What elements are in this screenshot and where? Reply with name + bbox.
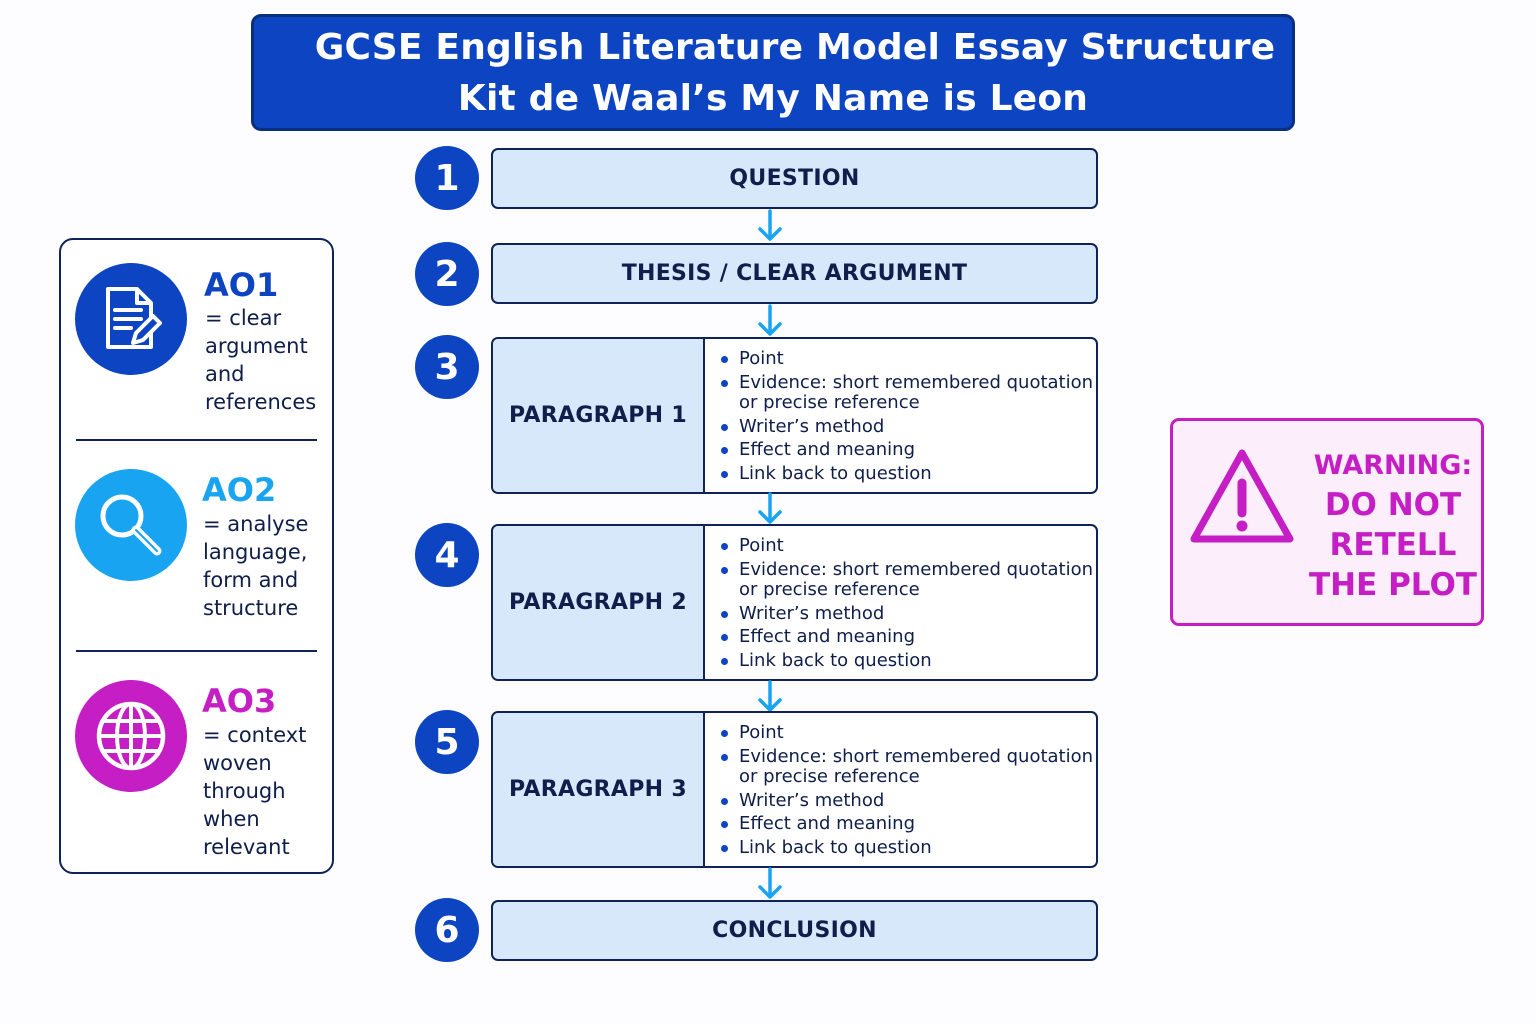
paragraph-1-label: PARAGRAPH 1 bbox=[493, 339, 705, 492]
step-question: QUESTION bbox=[491, 148, 1098, 209]
paragraph-3-label: PARAGRAPH 3 bbox=[493, 713, 705, 866]
step-number-4: 4 bbox=[415, 523, 479, 587]
warning-text bbox=[1303, 447, 1483, 605]
step-number-3: 3 bbox=[415, 335, 479, 399]
down-arrow-icon bbox=[755, 867, 785, 901]
ao3-description: = context woven through when relevant bbox=[203, 723, 307, 859]
step-thesis: THESIS / CLEAR ARGUMENT bbox=[491, 243, 1098, 304]
paragraph-2-points bbox=[717, 534, 1093, 672]
warning-box bbox=[1170, 418, 1484, 626]
title-line-2: Kit de Waal’s My Name is Leon bbox=[457, 77, 1089, 119]
paragraph-3-points bbox=[717, 721, 1093, 859]
list-item: Point bbox=[717, 721, 1093, 745]
ao1-code: AO1 bbox=[204, 266, 279, 304]
ao2-code: AO2 bbox=[202, 471, 277, 509]
list-item: or precise reference bbox=[739, 766, 920, 787]
list-item: Writer’s method bbox=[717, 789, 1093, 813]
assessment-objectives-panel bbox=[59, 238, 334, 874]
down-arrow-icon bbox=[755, 680, 785, 714]
list-item: Point bbox=[717, 347, 1093, 371]
list-item: Effect and meaning bbox=[717, 812, 1093, 836]
magnifying-glass-icon bbox=[75, 469, 187, 581]
step-number-6: 6 bbox=[415, 898, 479, 962]
step-paragraph-2 bbox=[491, 524, 1098, 681]
step-number-5: 5 bbox=[415, 710, 479, 774]
title-banner bbox=[251, 14, 1295, 131]
down-arrow-icon bbox=[755, 304, 785, 338]
down-arrow-icon bbox=[755, 209, 785, 243]
list-item: Writer’s method bbox=[717, 602, 1093, 626]
list-item: or precise reference bbox=[739, 392, 920, 413]
list-item: Link back to question bbox=[717, 649, 1093, 673]
paragraph-2-label: PARAGRAPH 2 bbox=[493, 526, 705, 679]
step-conclusion: CONCLUSION bbox=[491, 900, 1098, 961]
step-paragraph-1 bbox=[491, 337, 1098, 494]
ao2-description: = analyse language, form and structure bbox=[203, 512, 309, 620]
list-item: Effect and meaning bbox=[717, 438, 1093, 462]
list-item: Evidence: short remembered quotation bbox=[717, 558, 1093, 582]
warning-triangle-icon bbox=[1188, 445, 1296, 551]
list-item: Effect and meaning bbox=[717, 625, 1093, 649]
document-pen-icon bbox=[75, 263, 187, 375]
warning-message-line: THE PLOT bbox=[1309, 567, 1477, 603]
step-number-1: 1 bbox=[415, 146, 479, 210]
globe-icon bbox=[75, 680, 187, 792]
list-item: Link back to question bbox=[717, 462, 1093, 486]
list-item: or precise reference bbox=[739, 579, 920, 600]
divider bbox=[76, 439, 317, 441]
warning-message-line: DO NOT bbox=[1324, 487, 1462, 523]
divider bbox=[76, 650, 317, 652]
list-item: Writer’s method bbox=[717, 415, 1093, 439]
list-item: Evidence: short remembered quotation bbox=[717, 371, 1093, 395]
warning-message-line: RETELL bbox=[1329, 527, 1457, 563]
ao3-code: AO3 bbox=[202, 682, 277, 720]
list-item: Evidence: short remembered quotation bbox=[717, 745, 1093, 769]
title-line-1: GCSE English Literature Model Essay Structure bbox=[314, 26, 1276, 68]
list-item: Link back to question bbox=[717, 836, 1093, 860]
ao1-description: = clear argument and references bbox=[205, 306, 317, 414]
down-arrow-icon bbox=[755, 492, 785, 526]
step-paragraph-3 bbox=[491, 711, 1098, 868]
list-item: Point bbox=[717, 534, 1093, 558]
step-number-2: 2 bbox=[415, 242, 479, 306]
paragraph-1-points bbox=[717, 347, 1093, 485]
warning-label: WARNING: bbox=[1313, 450, 1473, 481]
